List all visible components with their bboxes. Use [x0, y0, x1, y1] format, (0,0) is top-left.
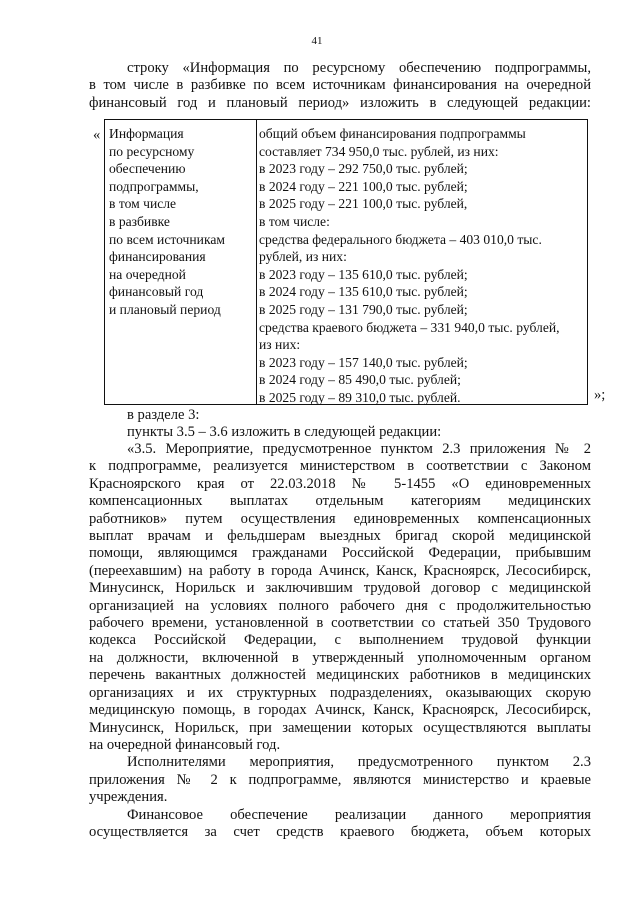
table-value-line: из них: [259, 337, 301, 353]
table-value-line: в 2024 году – 221 100,0 тыс. рублей; [259, 178, 468, 194]
table-value-line: общий объем финансирования подпрограммы [259, 126, 526, 141]
text-line: медицинскую помощь, в городах Ачинск, Канск, Красноярск, Лесосибирск, [89, 702, 591, 719]
table-value-line: в 2025 году – 89 310,0 тыс. рублей. [259, 389, 461, 405]
table-label-line: обеспечению [109, 161, 186, 177]
resource-info-table [104, 119, 588, 405]
closing-quote: »; [594, 387, 606, 403]
text-line: приложения № 2 к подпрограмме, являются министерство и краевые [89, 771, 591, 788]
text-line: финансовый год и плановый период» изложить в следующей редакции: [89, 94, 591, 111]
text-line: на должности, включенной в утвержденный уполномоченным органом [89, 649, 591, 666]
text-line: в том числе в разбивке по всем источникам финансирования на очередной [89, 77, 591, 94]
page-number: 41 [311, 35, 323, 47]
text-line: рабочего времени, установленной в соответствии со статьей 350 Трудового [89, 615, 591, 632]
text-line: (переехавшим) на работу в города Ачинск, Канск, Красноярск, Лесосибирск, [89, 562, 591, 579]
table-label-line: финансовый год [109, 284, 204, 300]
text-line: на очередной финансовый год. [89, 736, 281, 753]
text-line: «3.5. Мероприятие, предусмотренное пунктом 2.3 приложения № 2 [127, 441, 591, 457]
table-value-line: в 2025 году – 221 100,0 тыс. рублей, [259, 196, 468, 212]
table-label-line: по ресурсному [109, 143, 195, 159]
text-line: помощи, являющимся гражданами Российской Федерации, прибывшим [89, 545, 591, 562]
text-line: строку «Информация по ресурсному обеспечению подпрограммы, [127, 60, 591, 76]
table-value-line: в 2025 году – 131 790,0 тыс. рублей; [259, 301, 468, 317]
opening-quote: « [93, 127, 101, 143]
table-value-line: в 2023 году – 135 610,0 тыс. рублей; [259, 266, 468, 282]
table-label-cell [105, 120, 257, 404]
text-line: к подпрограмме, реализуется министерством в соответствии с Законом [89, 458, 591, 475]
text-line: осуществляется за счет средств краевого бюджета, объем которых [89, 823, 591, 840]
table-value-line: средства федерального бюджета – 403 010,0 тыс. [259, 231, 542, 247]
table-label-line: и плановый период [109, 301, 221, 317]
table-label-line: Информация [109, 126, 184, 141]
table-value-line: в 2024 году – 85 490,0 тыс. рублей; [259, 372, 461, 388]
table-label-line: финансирования [109, 249, 206, 265]
table-value-line: в 2023 году – 292 750,0 тыс. рублей; [259, 161, 468, 177]
text-line: Минусинск, Норильск и заключившим трудовой договор с медицинской [89, 580, 591, 597]
text-line: организацией на условиях полного рабочего дня с продолжительностью [89, 597, 591, 614]
table-label-line: в том числе [109, 196, 177, 212]
table-label-line: по всем источникам [109, 231, 225, 247]
table-label-line: на очередной [109, 266, 186, 282]
section-line [89, 407, 591, 424]
text-line: кодекса Российской Федерации, с выполнением трудовой функции [89, 632, 591, 649]
table-value-line: в том числе: [259, 213, 330, 229]
intro-paragraph [89, 60, 591, 112]
table-value-line: в 2023 году – 157 140,0 тыс. рублей; [259, 354, 468, 370]
text-line: Красноярского края от 22.03.2018 № 5-1455 «О единовременных [89, 475, 591, 492]
text-line: перечень вакантных должностей медицинских работников в медицинских [89, 667, 591, 684]
points-line [89, 424, 591, 441]
text-line: работников» путем осуществления единовременных компенсационных [89, 510, 591, 527]
paragraph-3-5 [89, 441, 591, 841]
table-label-line: подпрограммы, [109, 178, 199, 194]
text-line: выплат врачам и фельдшерам выездных бригад скорой медицинской [89, 528, 591, 545]
table-value-line: в 2024 году – 135 610,0 тыс. рублей; [259, 284, 468, 300]
text-line: компенсационных выплатах отдельным категориям медицинских [89, 493, 591, 510]
text-line: пункты 3.5 – 3.6 изложить в следующей редакции: [127, 424, 442, 440]
text-line: Минусинск, Норильск, при замещении которых осуществляются выплаты [89, 719, 591, 736]
table-value-line: средства краевого бюджета – 331 940,0 тыс. рублей, [259, 319, 560, 335]
text-line: учреждения. [89, 789, 168, 806]
text-line: Финансовое обеспечение реализации данного мероприятия [127, 806, 591, 823]
table-value-cell [257, 120, 587, 404]
text-line: в разделе 3: [127, 407, 200, 423]
table-label-line: в разбивке [109, 213, 170, 229]
text-line: Исполнителями мероприятия, предусмотренного пунктом 2.3 [127, 754, 591, 771]
table-value-line: рублей, из них: [259, 249, 347, 265]
table-value-line: составляет 734 950,0 тыс. рублей, из них: [259, 143, 499, 159]
text-line: организациях и их структурных подразделениях, оказывающих скорую [89, 684, 591, 701]
